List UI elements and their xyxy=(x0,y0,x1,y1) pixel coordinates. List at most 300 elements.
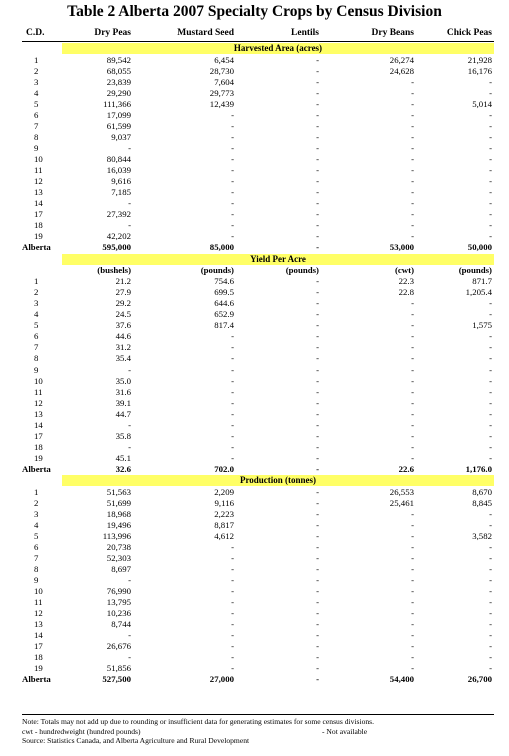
units-row xyxy=(22,265,494,276)
cell-mustard-seed: - xyxy=(231,586,234,596)
table-row xyxy=(22,231,494,242)
cell-dry-peas: 27.9 xyxy=(115,287,131,298)
cell-dry-peas: 35.0 xyxy=(115,375,131,386)
census-division: 5 xyxy=(34,98,39,109)
cell-chick-peas: - xyxy=(489,298,492,309)
census-division: 4 xyxy=(34,519,39,530)
cell-dry-beans: - xyxy=(411,364,414,375)
cell-lentils: - xyxy=(316,120,319,131)
cell-dry-peas: 61,599 xyxy=(106,120,131,131)
cell-chick-peas: - xyxy=(489,397,492,408)
cell-mustard-seed: (pounds) xyxy=(200,265,234,275)
census-division: 4 xyxy=(34,309,39,320)
table-row xyxy=(22,376,494,387)
cell-mustard-seed: - xyxy=(231,209,234,220)
cell-mustard-seed: - xyxy=(231,342,234,353)
table-row xyxy=(22,442,494,453)
cell-mustard-seed: - xyxy=(231,176,234,187)
cell-dry-peas: 76,990 xyxy=(106,586,131,596)
cell-lentils: - xyxy=(316,430,319,441)
cell-lentils: - xyxy=(316,608,319,618)
census-division: 1 xyxy=(34,276,39,287)
census-division: 13 xyxy=(34,619,43,630)
cell-lentils: - xyxy=(316,54,319,65)
table-row xyxy=(22,55,494,66)
census-division: 2 xyxy=(34,65,39,76)
census-division: 9 xyxy=(34,364,39,375)
cell-chick-peas: 3,582 xyxy=(472,530,492,541)
table-row xyxy=(22,165,494,176)
cell-lentils: - xyxy=(316,674,319,685)
cell-mustard-seed: - xyxy=(231,441,234,452)
cell-lentils: - xyxy=(316,441,319,452)
cell-dry-peas: 44.6 xyxy=(115,331,131,342)
table-row xyxy=(22,143,494,154)
cell-dry-peas: 51,856 xyxy=(106,663,131,674)
cell-chick-peas: - xyxy=(489,353,492,364)
cell-chick-peas: - xyxy=(489,519,492,530)
cell-dry-beans: - xyxy=(411,353,414,364)
cell-dry-peas: 19,496 xyxy=(106,519,131,530)
cell-dry-peas: 21.2 xyxy=(115,276,131,287)
cell-dry-beans: - xyxy=(411,220,414,231)
cell-dry-peas: 31.6 xyxy=(115,386,131,397)
cell-lentils: - xyxy=(316,663,319,674)
table-row xyxy=(22,198,494,209)
cell-dry-beans: - xyxy=(411,154,414,164)
cell-lentils: - xyxy=(316,87,319,98)
cell-chick-peas: 8,670 xyxy=(472,486,492,497)
table-row xyxy=(22,99,494,110)
cell-chick-peas: - xyxy=(489,552,492,563)
cell-mustard-seed: - xyxy=(231,608,234,618)
cell-chick-peas: - xyxy=(489,608,492,618)
note-cwt: cwt - hundredweight (hundred pounds) xyxy=(22,726,141,736)
table-row xyxy=(22,342,494,353)
census-division: 14 xyxy=(34,630,43,641)
cell-chick-peas: - xyxy=(489,187,492,198)
cell-lentils: - xyxy=(316,287,319,298)
cell-mustard-seed: 644.6 xyxy=(214,298,234,309)
cell-dry-beans: - xyxy=(411,142,414,153)
census-division: Alberta xyxy=(22,674,51,685)
cell-mustard-seed: 817.4 xyxy=(214,320,234,331)
cell-lentils: - xyxy=(316,497,319,508)
cell-dry-beans: - xyxy=(411,541,414,552)
cell-mustard-seed: 29,773 xyxy=(209,87,234,98)
table-row xyxy=(22,320,494,331)
cell-lentils: - xyxy=(316,397,319,408)
cell-chick-peas: - xyxy=(489,619,492,630)
cell-dry-peas: 23,839 xyxy=(106,76,131,87)
cell-dry-peas: 42,202 xyxy=(106,231,131,242)
cell-dry-peas: 89,542 xyxy=(106,54,131,65)
cell-dry-peas: (bushels) xyxy=(97,265,131,275)
cell-mustard-seed: - xyxy=(231,353,234,364)
header-rule xyxy=(22,41,494,42)
cell-dry-beans: - xyxy=(411,419,414,430)
cell-dry-peas: 527,500 xyxy=(102,674,131,685)
cell-chick-peas: - xyxy=(489,430,492,441)
table-row xyxy=(22,276,494,287)
cell-lentils: - xyxy=(316,165,319,176)
cell-dry-beans: - xyxy=(411,209,414,220)
cell-mustard-seed: - xyxy=(231,574,234,585)
table-row xyxy=(22,398,494,409)
table-row xyxy=(22,652,494,663)
cell-dry-peas: 9,037 xyxy=(111,131,131,142)
cell-lentils: - xyxy=(316,176,319,187)
census-division: 19 xyxy=(34,663,43,674)
cell-lentils: - xyxy=(316,76,319,87)
cell-lentils: - xyxy=(316,154,319,164)
cell-chick-peas: - xyxy=(489,652,492,663)
cell-mustard-seed: - xyxy=(231,663,234,674)
cell-dry-beans: - xyxy=(411,519,414,530)
cell-dry-peas: 39.1 xyxy=(115,397,131,408)
table-row xyxy=(22,287,494,298)
cell-mustard-seed: - xyxy=(231,120,234,131)
cell-dry-beans: - xyxy=(411,652,414,663)
cell-dry-beans: - xyxy=(411,608,414,618)
cell-dry-beans: - xyxy=(411,176,414,187)
table-row xyxy=(22,121,494,132)
cell-lentils: - xyxy=(316,353,319,364)
cell-dry-beans: - xyxy=(411,586,414,596)
table-row xyxy=(22,220,494,231)
footnotes xyxy=(22,717,374,746)
cell-mustard-seed: - xyxy=(231,231,234,242)
cell-dry-peas: 7,185 xyxy=(111,187,131,198)
header-mustard-seed: Mustard Seed xyxy=(177,28,234,38)
census-division: 3 xyxy=(34,508,39,519)
cell-dry-beans: - xyxy=(411,630,414,641)
census-division: 18 xyxy=(34,220,43,231)
census-division: 1 xyxy=(34,486,39,497)
census-division: 14 xyxy=(34,198,43,209)
table-row xyxy=(22,331,494,342)
cell-mustard-seed: - xyxy=(231,430,234,441)
cell-dry-peas: 29.2 xyxy=(115,298,131,309)
cell-dry-beans: - xyxy=(411,397,414,408)
table-row xyxy=(22,409,494,420)
cell-dry-beans: - xyxy=(411,508,414,519)
cell-chick-peas: - xyxy=(489,641,492,652)
census-division: 12 xyxy=(34,397,43,408)
cell-dry-beans: - xyxy=(411,98,414,109)
cell-dry-peas: 8,744 xyxy=(111,619,131,630)
cell-dry-peas: 8,697 xyxy=(111,563,131,574)
cell-chick-peas: - xyxy=(489,220,492,231)
cell-lentils: - xyxy=(316,209,319,220)
cell-chick-peas: - xyxy=(489,364,492,375)
cell-chick-peas: 5,014 xyxy=(472,98,492,109)
cell-lentils: - xyxy=(316,375,319,386)
cell-chick-peas: - xyxy=(489,154,492,164)
column-header-row xyxy=(22,28,494,41)
cell-lentils: - xyxy=(316,220,319,231)
census-division: 5 xyxy=(34,320,39,331)
cell-dry-peas: 9,616 xyxy=(111,176,131,187)
cell-dry-beans: - xyxy=(411,375,414,386)
cell-mustard-seed: 28,730 xyxy=(209,65,234,76)
cell-dry-beans: 26,553 xyxy=(389,486,414,497)
cell-mustard-seed: - xyxy=(231,364,234,375)
cell-chick-peas: - xyxy=(489,209,492,220)
cell-chick-peas: 1,176.0 xyxy=(465,463,492,474)
table-row xyxy=(22,487,494,498)
cell-mustard-seed: - xyxy=(231,331,234,342)
cell-dry-beans: - xyxy=(411,619,414,630)
cell-chick-peas: 1,575 xyxy=(472,320,492,331)
cell-dry-beans: 54,400 xyxy=(389,674,414,685)
cell-dry-beans: 24,628 xyxy=(389,65,414,76)
table-row xyxy=(22,88,494,99)
cell-chick-peas: - xyxy=(489,309,492,320)
cell-dry-beans: - xyxy=(411,131,414,142)
census-division: 8 xyxy=(34,353,39,364)
cell-dry-beans: - xyxy=(411,76,414,87)
table-row xyxy=(22,77,494,88)
cell-mustard-seed: - xyxy=(231,541,234,552)
census-division: 11 xyxy=(34,165,43,176)
cell-dry-beans: (cwt) xyxy=(394,265,414,275)
census-division: 2 xyxy=(34,497,39,508)
cell-mustard-seed: - xyxy=(231,142,234,153)
cell-dry-peas: - xyxy=(128,220,131,231)
cell-lentils: - xyxy=(316,486,319,497)
cell-mustard-seed: 6,454 xyxy=(214,54,234,65)
cell-lentils: - xyxy=(316,298,319,309)
table-row xyxy=(22,586,494,597)
cell-dry-beans: - xyxy=(411,298,414,309)
cell-dry-beans: - xyxy=(411,408,414,419)
cell-mustard-seed: 2,209 xyxy=(214,486,234,497)
cell-chick-peas: - xyxy=(489,541,492,552)
table-row xyxy=(22,608,494,619)
cell-chick-peas: 8,845 xyxy=(472,497,492,508)
cell-lentils: - xyxy=(316,552,319,563)
header-dry-beans: Dry Beans xyxy=(371,28,414,38)
census-division: 11 xyxy=(34,597,43,607)
cell-lentils: - xyxy=(316,142,319,153)
table-row xyxy=(22,597,494,608)
cell-dry-beans: - xyxy=(411,309,414,320)
cell-dry-peas: - xyxy=(128,652,131,663)
census-division: Alberta xyxy=(22,242,51,253)
cell-chick-peas: 16,176 xyxy=(467,65,492,76)
cell-dry-peas: - xyxy=(128,574,131,585)
cell-dry-peas: - xyxy=(128,364,131,375)
table-row xyxy=(22,420,494,431)
cell-chick-peas: - xyxy=(489,419,492,430)
cell-mustard-seed: - xyxy=(231,397,234,408)
cell-chick-peas: - xyxy=(489,131,492,142)
table-row xyxy=(22,431,494,442)
cell-lentils: - xyxy=(316,541,319,552)
cell-chick-peas: - xyxy=(489,231,492,242)
census-division: 17 xyxy=(34,430,43,441)
cell-mustard-seed: 12,439 xyxy=(209,98,234,109)
table-row xyxy=(22,187,494,198)
header-dry-peas: Dry Peas xyxy=(94,28,131,38)
cell-lentils: - xyxy=(316,187,319,198)
cell-mustard-seed: - xyxy=(231,452,234,463)
cell-dry-beans: - xyxy=(411,641,414,652)
census-division: 9 xyxy=(34,574,39,585)
census-division: 18 xyxy=(34,652,43,663)
cell-mustard-seed: 7,604 xyxy=(214,76,234,87)
census-division: 2 xyxy=(34,287,39,298)
cell-dry-beans: - xyxy=(411,552,414,563)
cell-dry-peas: 17,099 xyxy=(106,109,131,120)
cell-mustard-seed: - xyxy=(231,187,234,198)
cell-mustard-seed: - xyxy=(231,652,234,663)
cell-dry-peas: 29,290 xyxy=(106,87,131,98)
cell-chick-peas: - xyxy=(489,508,492,519)
cell-mustard-seed: - xyxy=(231,552,234,563)
note-source: Source: Statistics Canada, and Alberta Agriculture and Rural Development xyxy=(22,736,250,745)
census-division: 11 xyxy=(34,386,43,397)
cell-chick-peas: - xyxy=(489,574,492,585)
cell-lentils: - xyxy=(316,408,319,419)
page-title: Table 2 Alberta 2007 Specialty Crops by Census Division xyxy=(67,3,442,20)
cell-dry-beans: - xyxy=(411,198,414,209)
cell-chick-peas: - xyxy=(489,176,492,187)
cell-dry-peas: 13,795 xyxy=(106,597,131,607)
census-division: 17 xyxy=(34,641,43,652)
cell-dry-beans: - xyxy=(411,165,414,176)
table-row xyxy=(22,542,494,553)
cell-dry-peas: 595,000 xyxy=(102,242,131,253)
cell-dry-beans: - xyxy=(411,452,414,463)
table-row xyxy=(22,575,494,586)
cell-mustard-seed: - xyxy=(231,386,234,397)
cell-lentils: - xyxy=(316,641,319,652)
cell-mustard-seed: - xyxy=(231,630,234,641)
cell-dry-peas: - xyxy=(128,441,131,452)
cell-chick-peas: 26,700 xyxy=(467,674,492,685)
cell-dry-beans: - xyxy=(411,430,414,441)
cell-dry-peas: 113,996 xyxy=(102,530,131,541)
cell-chick-peas: - xyxy=(489,663,492,674)
cell-lentils: - xyxy=(316,419,319,430)
cell-lentils: - xyxy=(316,597,319,607)
cell-mustard-seed: - xyxy=(231,597,234,607)
census-division: 7 xyxy=(34,342,39,353)
cell-dry-peas: 18,968 xyxy=(106,508,131,519)
cell-lentils: - xyxy=(316,386,319,397)
cell-chick-peas: - xyxy=(489,597,492,607)
section-heading: Harvested Area (acres) xyxy=(62,43,494,54)
cell-chick-peas: - xyxy=(489,120,492,131)
cell-mustard-seed: 27,000 xyxy=(209,674,234,685)
table-row xyxy=(22,498,494,509)
cell-mustard-seed: 652.9 xyxy=(214,309,234,320)
note-cwt-row xyxy=(22,727,374,737)
cell-mustard-seed: 4,612 xyxy=(214,530,234,541)
cell-dry-peas: - xyxy=(128,198,131,209)
table-row xyxy=(22,630,494,641)
census-division: 7 xyxy=(34,120,39,131)
cell-mustard-seed: - xyxy=(231,563,234,574)
cell-lentils: - xyxy=(316,452,319,463)
cell-lentils: - xyxy=(316,331,319,342)
cell-chick-peas: 871.7 xyxy=(472,276,492,287)
cell-dry-beans: - xyxy=(411,342,414,353)
table-row xyxy=(22,209,494,220)
note-totals: Note: Totals may not add up due to rounding or insufficient data for generating estimates for some census divisions. xyxy=(22,717,375,726)
cell-mustard-seed: - xyxy=(231,220,234,231)
cell-dry-peas: 45.1 xyxy=(115,452,131,463)
cell-lentils: - xyxy=(316,109,319,120)
census-division: 3 xyxy=(34,76,39,87)
census-division: 14 xyxy=(34,419,43,430)
total-row xyxy=(22,242,494,253)
census-division: 10 xyxy=(34,586,43,596)
cell-dry-peas: 51,699 xyxy=(106,497,131,508)
table-row xyxy=(22,110,494,121)
table-row xyxy=(22,66,494,77)
census-division: 8 xyxy=(34,563,39,574)
table-row xyxy=(22,520,494,531)
cell-dry-peas: 35.4 xyxy=(115,353,131,364)
cell-dry-beans: - xyxy=(411,441,414,452)
table-row xyxy=(22,564,494,575)
cell-mustard-seed: 9,116 xyxy=(214,497,234,508)
cell-mustard-seed: - xyxy=(231,109,234,120)
cell-chick-peas: - xyxy=(489,331,492,342)
cell-dry-beans: 53,000 xyxy=(389,242,414,253)
cell-lentils: - xyxy=(316,463,319,474)
cell-lentils: - xyxy=(316,574,319,585)
cell-dry-peas: 52,303 xyxy=(106,552,131,563)
census-division: 17 xyxy=(34,209,43,220)
cell-dry-peas: - xyxy=(128,142,131,153)
cell-lentils: - xyxy=(316,563,319,574)
cell-dry-beans: - xyxy=(411,386,414,397)
cell-dry-peas: 68,055 xyxy=(106,65,131,76)
census-division: 8 xyxy=(34,131,39,142)
table-row xyxy=(22,619,494,630)
section-heading: Production (tonnes) xyxy=(62,475,494,486)
cell-chick-peas: - xyxy=(489,386,492,397)
cell-chick-peas: 21,928 xyxy=(467,54,492,65)
table-row xyxy=(22,353,494,364)
cell-chick-peas: - xyxy=(489,375,492,386)
cell-mustard-seed: - xyxy=(231,641,234,652)
census-division: 3 xyxy=(34,298,39,309)
cell-dry-beans: 22.3 xyxy=(398,276,414,287)
cell-dry-peas: 24.5 xyxy=(115,309,131,320)
table-row xyxy=(22,154,494,165)
cell-dry-beans: - xyxy=(411,187,414,198)
table-row xyxy=(22,309,494,320)
census-division: 12 xyxy=(34,608,43,618)
cell-lentils: - xyxy=(316,586,319,596)
census-division: 19 xyxy=(34,231,43,242)
cell-chick-peas: - xyxy=(489,408,492,419)
cell-lentils: - xyxy=(316,198,319,209)
header-chick-peas: Chick Peas xyxy=(446,28,492,38)
cell-dry-beans: 25,461 xyxy=(389,497,414,508)
census-division: 19 xyxy=(34,452,43,463)
cell-chick-peas: - xyxy=(489,630,492,641)
cell-chick-peas: - xyxy=(489,563,492,574)
cell-mustard-seed: - xyxy=(231,154,234,164)
cell-dry-beans: - xyxy=(411,597,414,607)
cell-chick-peas: - xyxy=(489,165,492,176)
